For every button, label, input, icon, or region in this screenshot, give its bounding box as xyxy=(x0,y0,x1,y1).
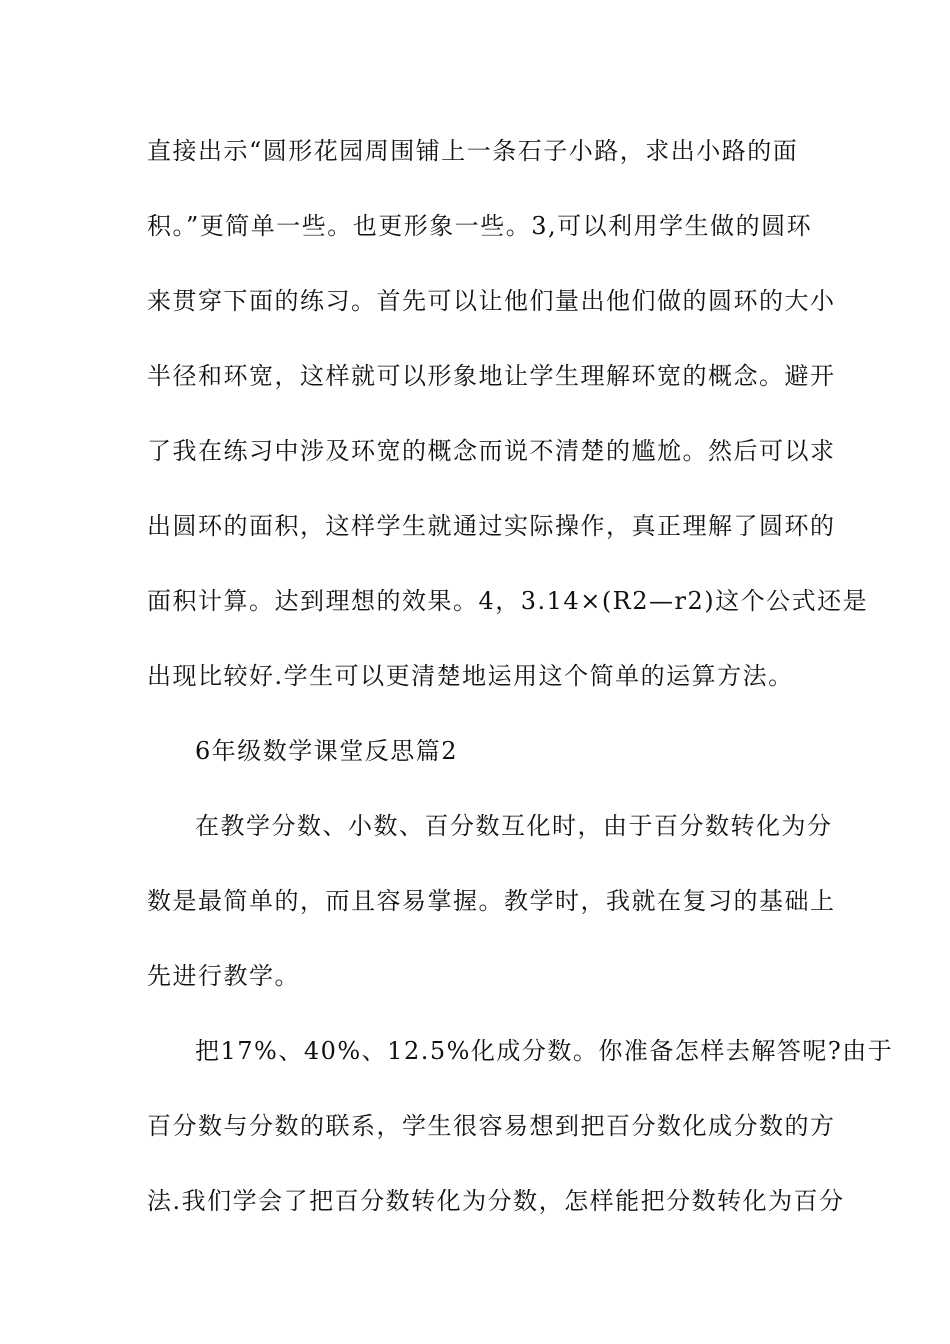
text-line-6: 出圆环的面积，这样学生就通过实际操作，真正理解了圆环的 xyxy=(147,512,836,540)
text-line-14: 百分数与分数的联系，学生很容易想到把百分数化成分数的方 xyxy=(147,1112,836,1140)
text-line-10: 在教学分数、小数、百分数互化时，由于百分数转化为分 xyxy=(195,812,833,840)
text-line-5: 了我在练习中涉及环宽的概念而说不清楚的尴尬。然后可以求 xyxy=(147,437,836,465)
text-line-1: 直接出示“圆形花园周围铺上一条石子小路，求出小路的面 xyxy=(147,137,799,165)
text-line-7: 面积计算。达到理想的效果。4，3.14×(R2—r2)这个公式还是 xyxy=(147,587,869,615)
text-line-12: 先进行教学。 xyxy=(147,962,300,990)
section-heading: 6年级数学课堂反思篇2 xyxy=(195,737,459,765)
text-line-8: 出现比较好.学生可以更清楚地运用这个简单的运算方法。 xyxy=(147,662,794,690)
text-line-3: 来贯穿下面的练习。首先可以让他们量出他们做的圆环的大小 xyxy=(147,287,836,315)
text-line-13: 把17%、40%、12.5%化成分数。你准备怎样去解答呢?由于 xyxy=(195,1037,894,1065)
text-line-2: 积。”更简单一些。也更形象一些。3,可以利用学生做的圆环 xyxy=(147,212,813,240)
text-line-15: 法.我们学会了把百分数转化为分数，怎样能把分数转化为百分 xyxy=(147,1187,845,1215)
text-line-4: 半径和环宽，这样就可以形象地让学生理解环宽的概念。避开 xyxy=(147,362,836,390)
text-line-11: 数是最简单的，而且容易掌握。教学时，我就在复习的基础上 xyxy=(147,887,836,915)
